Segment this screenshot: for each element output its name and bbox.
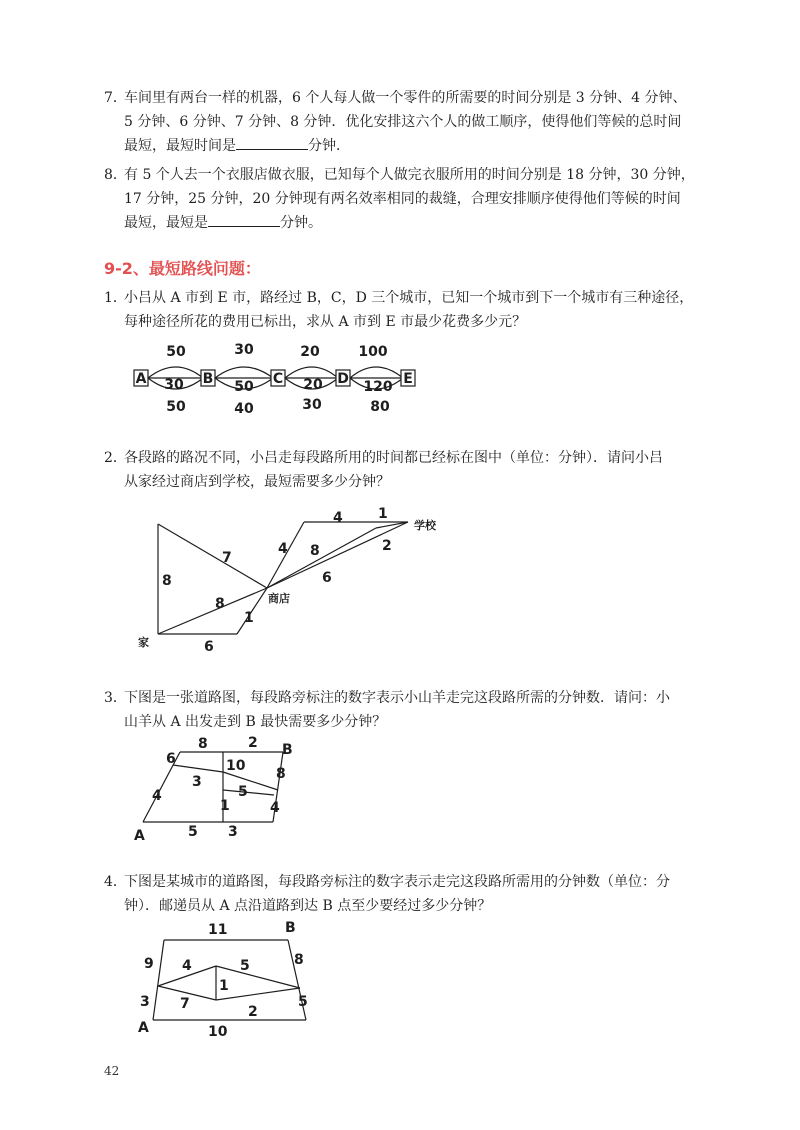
problem-line: 钟）．邮递员从 A 点沿道路到达 B 点至少要经过多少分钟？ (124, 898, 492, 914)
point-a-label: A (134, 828, 145, 844)
problem-number: 1． (104, 290, 127, 306)
edge-weight: 30 (302, 397, 322, 413)
point-a-label: A (138, 1020, 149, 1036)
edge-weight: 100 (358, 344, 388, 360)
edge-weight: 2 (248, 735, 258, 751)
question-line: 车间里有两台一样的机器，6 个人每人做一个零件的所需要的时间分别是 3 分钟、4 分钟、 (124, 90, 687, 106)
school-label: 学校 (414, 519, 436, 532)
home-shop-school-diagram (128, 500, 458, 660)
answer-blank (208, 212, 280, 227)
problem-line: 每种途径所花的费用已标出，求从 A 市到 E 市最少花费多少元？ (124, 314, 527, 330)
question-line: 最短，最短是 分钟。 (124, 211, 720, 235)
section-title: 9-2、最短路线问题： (104, 259, 261, 278)
edge-weight: 3 (140, 994, 150, 1010)
question-line: 最短，最短时间是 分钟． (124, 134, 720, 158)
edge-weight: 4 (278, 541, 288, 557)
figure-home-shop-school (128, 500, 458, 664)
edge-weight: 4 (152, 788, 162, 804)
city-node-a: A (135, 371, 147, 387)
problem-line: 下图是一张道路图，每段路旁标注的数字表示小山羊走完这段路所需的分钟数．请问：小 (124, 690, 670, 706)
edge-weight: 2 (248, 1004, 258, 1020)
edge-weight: 7 (180, 996, 190, 1012)
edge-weight: 4 (182, 958, 192, 974)
city-node-c: C (272, 371, 284, 387)
question-line: 17 分钟，25 分钟，20 分钟现有两名效率相同的裁缝，合理安排顺序使得他们等候的时间 (124, 191, 681, 207)
edge-weight: 1 (219, 978, 229, 994)
edge-weight: 11 (208, 922, 228, 938)
edge-weight: 6 (204, 639, 214, 655)
edge-weight: 1 (378, 506, 388, 522)
shop-label: 商店 (268, 592, 290, 605)
city-route-diagram (128, 336, 428, 422)
edge-weight: 9 (144, 956, 154, 972)
edge-weight: 5 (188, 824, 198, 840)
answer-blank (236, 135, 308, 150)
city-node-e: E (403, 371, 413, 387)
figure-city-route (128, 336, 428, 426)
point-b-label: B (282, 742, 293, 758)
edge-weight: 3 (192, 774, 202, 790)
page-number: 42 (104, 1064, 120, 1078)
edge-weight: 50 (166, 399, 186, 415)
problem-line: 小吕从 A 市到 E 市，路经过 B，C，D 三个城市，已知一个城市到下一个城市有三种途径， (124, 290, 694, 306)
edge-weight: 30 (234, 342, 254, 358)
point-b-label: B (285, 920, 296, 936)
edge-weight: 10 (208, 1024, 228, 1040)
edge-weight: 8 (215, 596, 225, 612)
question-line: 有 5 个人去一个衣服店做衣服，已知每个人做完衣服所用的时间分别是 18 分钟，30 分钟， (124, 167, 695, 183)
edge-weight: 8 (276, 766, 286, 782)
problem-4 (104, 870, 720, 918)
edge-weight: 4 (333, 510, 343, 526)
question-8 (104, 163, 720, 235)
question-line: 5 分钟、6 分钟、7 分钟、8 分钟．优化安排这六个人的做工顺序，使得他们等候的总时间 (124, 114, 682, 130)
question-number: 7． (104, 90, 127, 106)
problem-line: 各段路的路况不同，小吕走每段路所用的时间都已经标在图中（单位：分钟）．请问小吕 (124, 450, 663, 466)
figure-postman-route (128, 918, 328, 1047)
postman-route-diagram (128, 918, 328, 1043)
edge-weight: 7 (222, 550, 232, 566)
problem-line: 下图是某城市的道路图，每段路旁标注的数字表示走完这段路所需用的分钟数（单位：分 (124, 874, 670, 890)
edge-weight: 5 (238, 784, 248, 800)
question-number: 8． (104, 167, 127, 183)
problem-1 (104, 286, 720, 334)
edge-weight: 6 (322, 570, 332, 586)
edge-weight: 80 (370, 399, 390, 415)
edge-weight: 20 (303, 377, 323, 393)
edge-weight: 1 (220, 798, 230, 814)
home-label: 家 (138, 636, 149, 649)
problem-number: 2． (104, 450, 127, 466)
problem-3 (104, 686, 720, 734)
edge-weight: 5 (298, 994, 308, 1010)
edge-weight: 4 (270, 800, 280, 816)
edge-weight: 8 (310, 543, 320, 559)
edge-weight: 8 (162, 573, 172, 589)
problem-number: 4． (104, 874, 127, 890)
edge-weight: 1 (244, 610, 254, 626)
edge-weight: 3 (228, 824, 238, 840)
edge-weight: 2 (382, 538, 392, 554)
city-node-b: B (202, 371, 214, 387)
edge-weight: 6 (166, 751, 176, 767)
edge-weight: 20 (300, 344, 320, 360)
goat-route-diagram (128, 730, 318, 844)
edge-weight: 8 (294, 952, 304, 968)
problem-line: 从家经过商店到学校，最短需要多少分钟？ (124, 474, 390, 490)
problem-2 (104, 446, 720, 494)
city-node-d: D (337, 371, 349, 387)
edge-weight: 40 (234, 401, 254, 417)
edge-weight: 120 (363, 379, 393, 395)
figure-goat-route (128, 730, 318, 844)
edge-weight: 30 (164, 377, 184, 393)
problem-number: 3． (104, 690, 127, 706)
edge-weight: 50 (234, 379, 254, 395)
edge-weight: 10 (226, 758, 246, 774)
edge-weight: 8 (198, 736, 208, 752)
problem-line: 山羊从 A 出发走到 B 最快需要多少分钟？ (124, 714, 387, 730)
question-7 (104, 86, 720, 158)
edge-weight: 50 (166, 344, 186, 360)
edge-weight: 5 (240, 958, 250, 974)
